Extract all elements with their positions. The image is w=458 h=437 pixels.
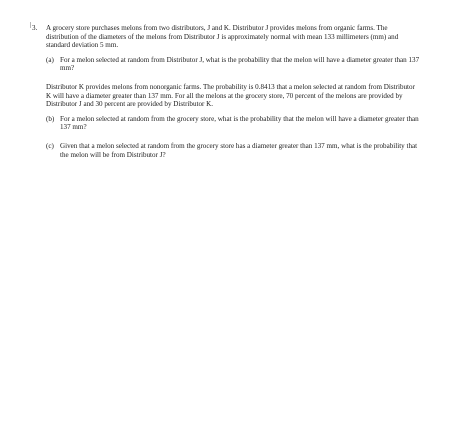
question-body — [46, 24, 420, 159]
part-a-text: For a melon selected at random from Distributor J, what is the probability that the melon will have a diameter greater than 137 mm? — [60, 55, 420, 73]
part-a — [46, 56, 420, 73]
part-b-text: For a melon selected at random from the grocery store, what is the probability that the melon will have a diameter greater than 137 mm? — [60, 114, 419, 132]
part-a-label: (a) — [46, 55, 54, 64]
question-3 — [32, 24, 420, 159]
part-b-label: (b) — [46, 114, 55, 123]
part-c-label: (c) — [46, 141, 54, 150]
part-c — [46, 142, 420, 159]
margin-mark — [30, 22, 31, 28]
part-c-text: Given that a melon selected at random from the grocery store has a diameter greater than 137 mm, what is the probability that the melon will be from Distributor J? — [60, 141, 418, 159]
distributor-k-info: Distributor K provides melons from nonorganic farms. The probability is 0.8413 that a melon selected at random from Distributor K will have a diameter greater than 137 mm. For all the melons at the grocery store, 70 percent of the melons are provided by Distributor J and 30 percent are provided by Distributor K. — [46, 82, 415, 109]
question-intro: A grocery store purchases melons from two distributors, J and K. Distributor J provides melons from organic farms. The distribution of the diameters of the melons from Distributor J is approximately normal with mean 133 millimeters (mm) and standard deviation 5 mm. — [46, 24, 399, 50]
part-b — [46, 115, 420, 132]
question-number: 3. — [32, 24, 38, 32]
